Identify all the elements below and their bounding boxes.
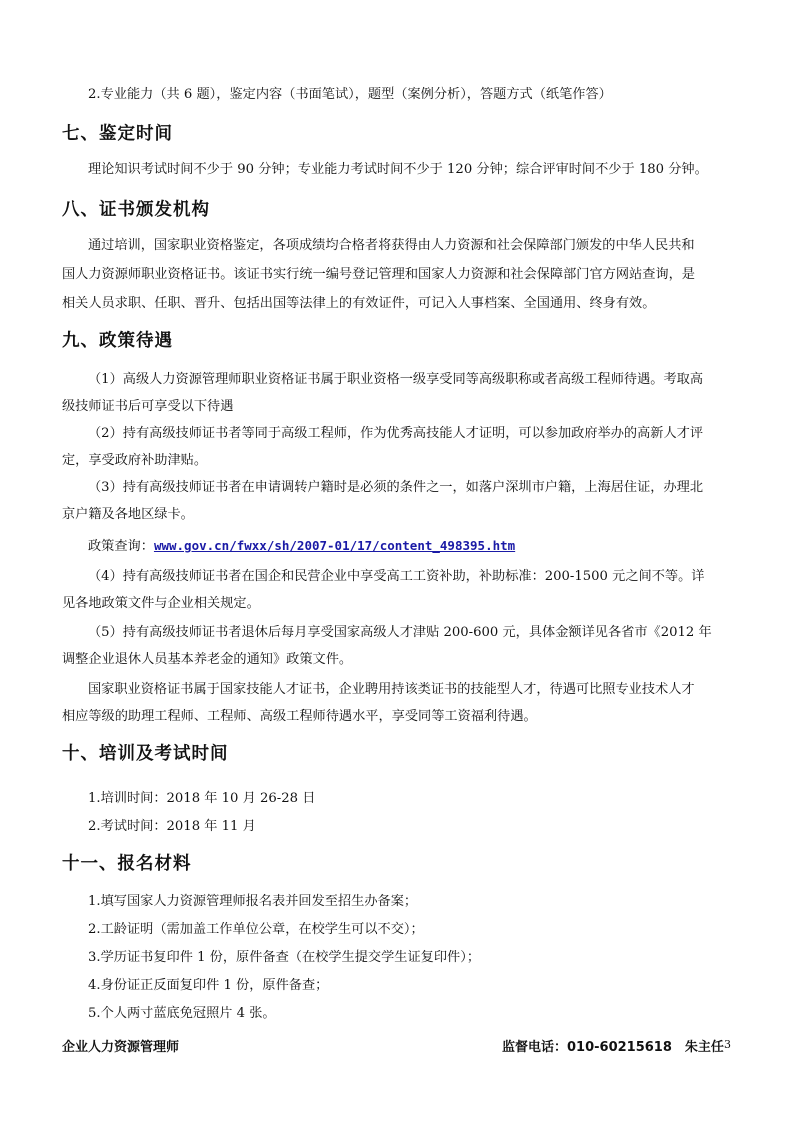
policy-item4-line2: 见各地政策文件与企业相关规定。 <box>62 596 260 611</box>
section8-heading: 八、证书颁发机构 <box>62 200 210 220</box>
policy-query-label: 政策查询： <box>88 539 154 554</box>
material-item3: 3.学历证书复印件 1 份，原件备查（在校学生提交学生证复印件）； <box>88 950 481 965</box>
section6-item2: 2.专业能力（共 6 题），鉴定内容（书面笔试），题型（案例分析），答题方式（纸笔作答） <box>88 87 612 102</box>
policy-item1-line1: （1）高级人力资源管理师职业资格证书属于职业资格一级享受同等高级职称或者高级工程师待遇。考取高 <box>88 372 704 387</box>
training-time: 1.培训时间：2018 年 10 月 26-28 日 <box>88 791 316 806</box>
material-item2: 2.工龄证明（需加盖工作单位公章，在校学生可以不交）； <box>88 922 424 937</box>
exam-time: 2.考试时间：2018 年 11 月 <box>88 819 256 834</box>
page-number: 3 <box>724 1038 731 1051</box>
policy-summary-line1: 国家职业资格证书属于国家技能人才证书，企业聘用持该类证书的技能型人才，待遇可比照专业技术人才 <box>88 682 695 697</box>
section8-line1: 通过培训，国家职业资格鉴定，各项成绩均合格者将获得由人力资源和社会保障部门颁发的中华人民共和 <box>88 238 695 253</box>
material-item5: 5.个人两寸蓝底免冠照片 4 张。 <box>88 1006 276 1021</box>
section8-line2: 国人力资源师职业资格证书。该证书实行统一编号登记管理和国家人力资源和社会保障部门官方网站查询，是 <box>62 267 695 282</box>
section11-heading: 十一、报名材料 <box>62 854 192 874</box>
material-item4: 4.身份证正反面复印件 1 份，原件备查； <box>88 978 329 993</box>
section7-text: 理论知识考试时间不少于 90 分钟；专业能力考试时间不少于 120 分钟；综合评审时间不少于 180 分钟。 <box>88 162 708 177</box>
section10-heading: 十、培训及考试时间 <box>62 744 229 764</box>
policy-item3-line1: （3）持有高级技师证书者在申请调转户籍时是必须的条件之一，如落户深圳市户籍，上海居住证，办理北 <box>88 480 704 495</box>
policy-query <box>88 533 738 561</box>
policy-item4-line1: （4）持有高级技师证书者在国企和民营企业中享受高工工资补助，补助标准：200-1500 元之间不等。详 <box>88 569 705 584</box>
footer-title: 企业人力资源管理师 <box>62 1040 180 1055</box>
policy-summary-line2: 相应等级的助理工程师、工程师、高级工程师待遇水平，享受同等工资福利待遇。 <box>62 709 537 724</box>
policy-item2-line1: （2）持有高级技师证书者等同于高级工程师，作为优秀高技能人才证明，可以参加政府举办的高新人才评 <box>88 426 704 441</box>
policy-item3-line2: 京户籍及各地区绿卡。 <box>62 507 194 522</box>
policy-item2-line2: 定，享受政府补助津贴。 <box>62 453 208 468</box>
section9-heading: 九、政策待遇 <box>62 331 173 351</box>
policy-item1-line2: 级技师证书后可享受以下待遇 <box>62 399 234 414</box>
material-item1: 1.填写国家人力资源管理师报名表并回发至招生办备案； <box>88 894 418 909</box>
policy-query-link[interactable]: www.gov.cn/fwxx/sh/2007-01/17/content_498395.htm <box>153 538 516 553</box>
section7-heading: 七、鉴定时间 <box>62 124 173 144</box>
policy-item5-line1: （5）持有高级技师证书者退休后每月享受国家高级人才津贴 200-600 元，具体金额详见各省市《2012 年 <box>88 625 712 640</box>
policy-item5-line2: 调整企业退休人员基本养老金的通知》政策文件。 <box>62 652 353 667</box>
footer-hotline: 监督电话：010-60215618 朱主任 <box>502 1040 724 1055</box>
section8-line3: 相关人员求职、任职、晋升、包括出国等法律上的有效证件，可记入人事档案、全国通用、终身有效。 <box>62 296 656 311</box>
